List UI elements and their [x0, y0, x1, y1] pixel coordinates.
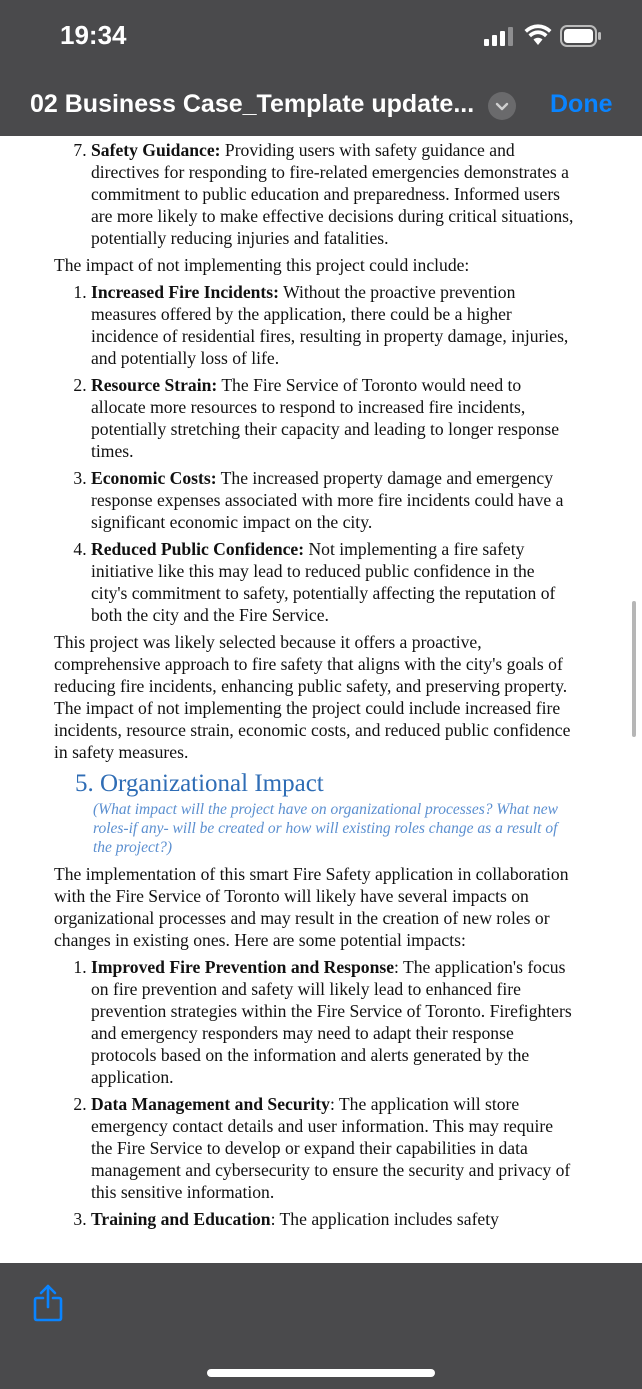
section-heading: 5. Organizational Impact [75, 770, 324, 797]
list-item: 3. Economic Costs: The increased property damage and emergency response expenses associated with more fire incidents could have a significant economic impact on the city. [91, 467, 574, 533]
list-item: 1. Increased Fire Incidents: Without the proactive prevention measures offered by the application, there could be a higher incidence of residential fires, resulting in property damage, injuries, and potentially loss of life. [91, 281, 574, 369]
impact-intro: The impact of not implementing this project could include: [54, 255, 470, 275]
document-title[interactable]: 02 Business Case_Template update... [30, 90, 475, 118]
battery-icon [560, 25, 602, 47]
list-item: 3. Training and Education: The application includes safety [91, 1208, 574, 1230]
list-item: 1. Improved Fire Prevention and Response: The application's focus on fire prevention and safety will likely lead to enhanced fire prevention strategies within the Fire Service of Toronto. Firefighters and emergency responders may need to adapt their response protocols based on the information and alerts generated by the application. [91, 956, 574, 1088]
home-indicator [207, 1369, 435, 1377]
cellular-signal-icon [484, 26, 514, 46]
bottom-toolbar [0, 1263, 642, 1389]
benefits-list [54, 139, 574, 249]
title-menu-button[interactable] [488, 92, 516, 120]
list-item: 7. Safety Guidance: Providing users with safety guidance and directives for responding to fire-related emergencies demonstrates a commitment to public education and preparedness. Informed users are more likely to make effective decisions during critical situations, potentially reducing injuries and fatalities. [91, 139, 574, 249]
org-intro: The implementation of this smart Fire Safety application in collaboration with the Fire Service of Toronto will likely have several impacts on organizational processes and may result in the creation of new roles or changes in existing ones. Here are some potential impacts: [54, 864, 569, 950]
status-time: 19:34 [60, 20, 127, 50]
list-item: 4. Reduced Public Confidence: Not implementing a fire safety initiative like this may lead to reduced public confidence in the city's commitment to safety, potentially affecting the reputation of both the city and the Fire Service. [91, 538, 574, 626]
document-viewer[interactable] [0, 136, 642, 1263]
document-content [54, 139, 574, 1235]
wifi-icon [524, 24, 552, 46]
status-bar [0, 0, 642, 78]
done-button[interactable]: Done [550, 90, 613, 118]
document-nav-bar [0, 78, 642, 136]
list-item: 2. Resource Strain: The Fire Service of Toronto would need to allocate more resources to respond to increased fire incidents, potentially stretching their capacity and leading to longer response times. [91, 374, 574, 462]
summary-paragraph: This project was likely selected because it offers a proactive, comprehensive approach to fire safety that aligns with the city's goals of reducing fire incidents, enhancing public safety, and preserving property. The impact of not implementing the project could include increased fire incidents, resource strain, economic costs, and reduced public confidence in safety measures. [54, 632, 571, 762]
scrollbar[interactable] [632, 601, 636, 737]
chevron-down-icon [488, 92, 516, 120]
section-guidance: (What impact will the project have on organizational processes? What new roles-if any- will be created or how will existing roles change as a result of the project?) [93, 801, 558, 856]
list-item: 2. Data Management and Security: The application will store emergency contact details and user information. This may require the Fire Service to develop or expand their capabilities in data management and cybersecurity to ensure the security and privacy of this sensitive information. [91, 1093, 574, 1203]
impact-list [54, 281, 574, 626]
share-icon[interactable] [32, 1283, 64, 1323]
org-impact-list [54, 956, 574, 1230]
